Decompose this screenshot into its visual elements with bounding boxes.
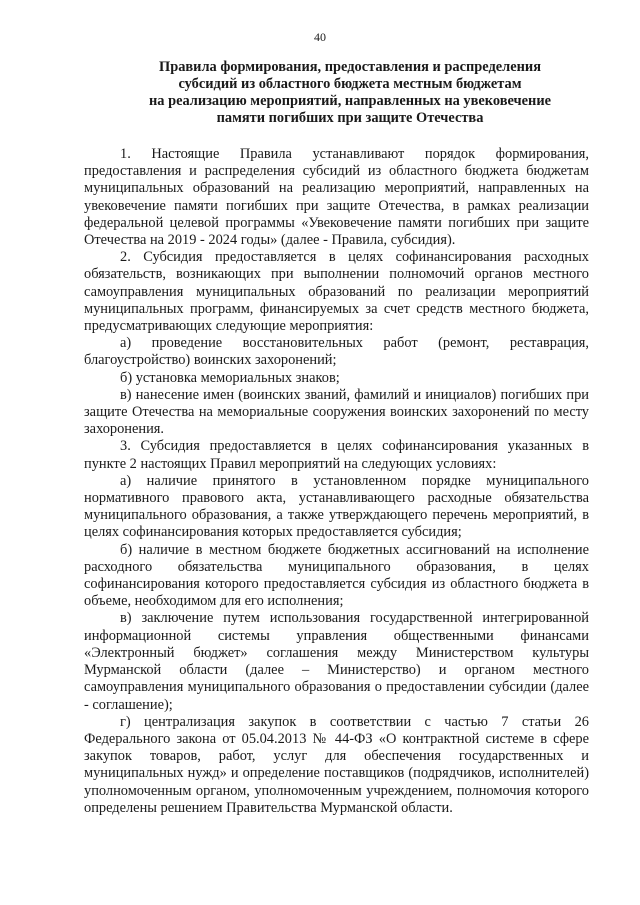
paragraph-2-subsidy-goal: 2. Субсидия предоставляется в целях софинансирования расходных обязательств, возникающих при выполнении полномочий органов местного самоуправления муниципальных образований по реализации мероприятий муниципальных программ, финансируемых за счет средств местного бюджета, предусматривающих следующие мероприятия: (84, 249, 589, 335)
paragraph-3b-budget-allocations: б) наличие в местном бюджете бюджетных ассигнований на исполнение расходного обязательства муниципального образования, в целях софинансирования которого предоставляется субсидия из областного бюджета в объеме, необходимом для его исполнения; (84, 541, 589, 610)
paragraph-1-purpose: 1. Настоящие Правила устанавливают порядок формирования, предоставления и распределения субсидий из областного бюджета бюджетам муниципальных образований на реализацию мероприятий, направленных на увековечение памяти погибших при защите Отечества, в рамках реализации федеральной целевой программы «Увековечение памяти погибших при защите Отечества на 2019 - 2024 годы» (далее - Правила, субсидия). (84, 146, 589, 249)
document-title (100, 59, 600, 127)
paragraph-2c-names: в) нанесение имен (воинских званий, фамилий и инициалов) погибших при защите Отечества на мемориальные сооружения воинских захоронений по месту захоронения. (84, 386, 589, 438)
document-body (84, 146, 589, 817)
title-line-3: на реализацию мероприятий, направленных на увековечение (148, 93, 552, 109)
page-number: 40 (314, 30, 326, 44)
title-line-2: субсидий из областного бюджета местным бюджетам (178, 76, 522, 92)
title-line-1: Правила формирования, предоставления и распределения (159, 59, 541, 75)
title-line-4: памяти погибших при защите Отечества (216, 110, 484, 126)
paragraph-2b-memorial-signs: б) установка мемориальных знаков; (120, 369, 340, 386)
paragraph-3-conditions: 3. Субсидия предоставляется в целях софинансирования указанных в пункте 2 настоящих Правил мероприятий на следующих условиях: (84, 438, 589, 472)
paragraph-3c-agreement: в) заключение путем использования государственной интегрированной информационной системы управления общественными финансами «Электронный бюджет» соглашения между Министерством культуры Мурманской области (далее – Министерство) и органом местного самоуправления муниципального образования о предоставлении субсидии (далее - соглашение); (84, 610, 589, 713)
paragraph-3d-procurement: г) централизация закупок в соответствии с частью 7 статьи 26 Федерального закона от 05.04.2013 № 44-ФЗ «О контрактной системе в сфере закупок товаров, работ, услуг для обеспечения государственных и муниципальных нужд» и определение поставщиков (подрядчиков, исполнителей) уполномоченным органом, уполномоченным учреждением, полномочия которого определены решением Правительства Мурманской области. (84, 713, 589, 816)
paragraph-3a-legal-act: а) наличие принятого в установленном порядке муниципального нормативного правового акта, устанавливающего расходные обязательства муниципального образования, а также утверждающего перечень мероприятий, в целях софинансирования которых предоставляется субсидия; (84, 472, 589, 541)
paragraph-2a-restoration: а) проведение восстановительных работ (ремонт, реставрация, благоустройство) воинских захоронений; (84, 335, 589, 369)
